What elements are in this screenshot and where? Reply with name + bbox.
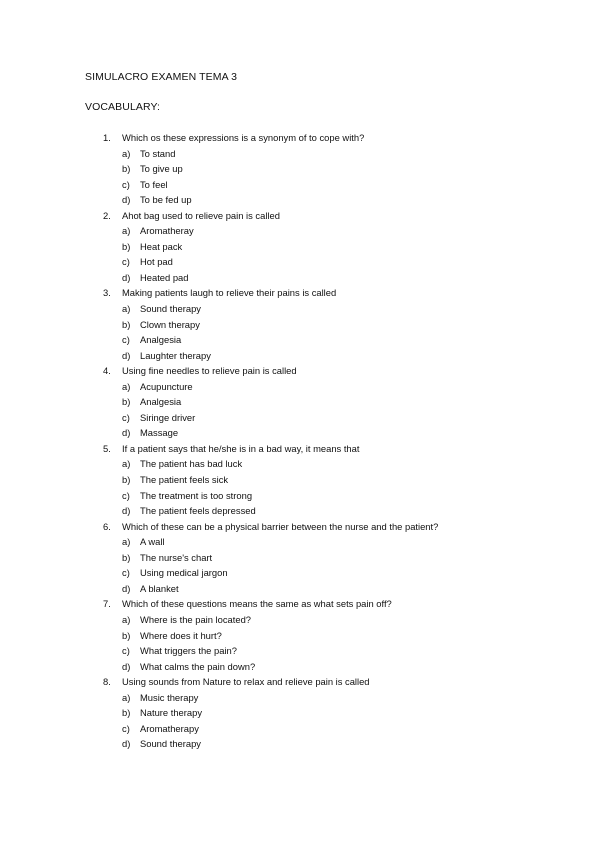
option-item bbox=[0, 659, 599, 675]
option-item bbox=[0, 472, 599, 488]
option-text: Where does it hurt? bbox=[140, 629, 222, 641]
option-letter: b) bbox=[122, 163, 131, 175]
option-text: Where is the pain located? bbox=[140, 613, 252, 625]
option-text: Siringe driver bbox=[140, 411, 196, 423]
option-item bbox=[0, 410, 599, 426]
question-number: 3. bbox=[103, 287, 111, 299]
option-letter: c) bbox=[122, 567, 130, 579]
option-item bbox=[0, 379, 599, 395]
question-item bbox=[0, 130, 599, 208]
option-item bbox=[0, 503, 599, 519]
option-item bbox=[0, 456, 599, 472]
option-text: Heated pad bbox=[140, 271, 189, 283]
option-list bbox=[0, 301, 599, 363]
option-item bbox=[0, 254, 599, 270]
option-item bbox=[0, 736, 599, 752]
option-letter: b) bbox=[122, 629, 131, 641]
option-text: A wall bbox=[140, 536, 165, 548]
question-line bbox=[0, 596, 599, 612]
question-text: Using fine needles to relieve pain is called bbox=[122, 365, 297, 377]
option-list bbox=[0, 223, 599, 285]
option-text: A blanket bbox=[140, 582, 179, 594]
option-item bbox=[0, 534, 599, 550]
question-item bbox=[0, 285, 599, 363]
option-item bbox=[0, 550, 599, 566]
question-text: Which os these expressions is a synonym of to cope with? bbox=[122, 132, 365, 143]
option-text: Aromatherapy bbox=[140, 722, 199, 734]
option-item bbox=[0, 394, 599, 410]
option-item bbox=[0, 581, 599, 597]
option-item bbox=[0, 332, 599, 348]
question-item bbox=[0, 441, 599, 519]
option-letter: d) bbox=[122, 349, 131, 361]
option-list bbox=[0, 379, 599, 441]
option-text: The treatment is too strong bbox=[140, 489, 253, 501]
question-line bbox=[0, 363, 599, 379]
option-text: Acupuncture bbox=[140, 380, 193, 392]
question-number: 7. bbox=[103, 598, 111, 610]
question-item bbox=[0, 674, 599, 752]
question-text: Which of these can be a physical barrier between the nurse and the patient? bbox=[122, 520, 439, 532]
option-letter: b) bbox=[122, 474, 131, 486]
option-letter: a) bbox=[122, 691, 131, 703]
option-text: Hot pad bbox=[140, 256, 173, 268]
question-line bbox=[0, 208, 599, 224]
section-heading: VOCABULARY: bbox=[85, 101, 161, 113]
option-letter: c) bbox=[122, 411, 130, 423]
option-item bbox=[0, 628, 599, 644]
question-number: 6. bbox=[103, 520, 111, 532]
option-letter: d) bbox=[122, 271, 131, 283]
question-text: Using sounds from Nature to relax and relieve pain is called bbox=[122, 676, 370, 688]
option-letter: b) bbox=[122, 551, 131, 563]
question-text: Making patients laugh to relieve their pains is called bbox=[122, 287, 337, 299]
option-item bbox=[0, 177, 599, 193]
option-item bbox=[0, 301, 599, 317]
option-text: Analgesia bbox=[140, 334, 182, 346]
option-item bbox=[0, 425, 599, 441]
option-letter: a) bbox=[122, 458, 131, 470]
option-item bbox=[0, 565, 599, 581]
option-item bbox=[0, 192, 599, 208]
option-item bbox=[0, 223, 599, 239]
option-letter: c) bbox=[122, 256, 130, 268]
option-item bbox=[0, 317, 599, 333]
option-letter: a) bbox=[122, 303, 131, 315]
option-text: Aromatheray bbox=[140, 225, 194, 237]
option-letter: a) bbox=[122, 613, 131, 625]
option-letter: a) bbox=[122, 147, 131, 159]
option-item bbox=[0, 690, 599, 706]
option-letter: a) bbox=[122, 225, 131, 237]
option-item bbox=[0, 721, 599, 737]
option-text: Clown therapy bbox=[140, 318, 200, 330]
option-letter: c) bbox=[122, 489, 130, 501]
option-list bbox=[0, 146, 599, 208]
option-text: Sound therapy bbox=[140, 303, 201, 315]
option-text: Sound therapy bbox=[140, 738, 201, 750]
question-number: 1. bbox=[103, 132, 111, 143]
option-item bbox=[0, 643, 599, 659]
option-item bbox=[0, 705, 599, 721]
option-item bbox=[0, 161, 599, 177]
option-letter: d) bbox=[122, 660, 131, 672]
option-text: Using medical jargon bbox=[140, 567, 228, 579]
option-item bbox=[0, 612, 599, 628]
option-text: The patient feels depressed bbox=[140, 505, 256, 517]
option-text: To give up bbox=[140, 163, 183, 175]
question-number: 4. bbox=[103, 365, 111, 377]
question-number: 2. bbox=[103, 209, 111, 221]
option-item bbox=[0, 270, 599, 286]
question-text: If a patient says that he/she is in a bad way, it means that bbox=[122, 442, 360, 454]
option-letter: c) bbox=[122, 178, 130, 190]
option-letter: d) bbox=[122, 427, 131, 439]
question-number: 5. bbox=[103, 442, 111, 454]
option-item bbox=[0, 239, 599, 255]
option-list bbox=[0, 456, 599, 518]
option-text: What calms the pain down? bbox=[140, 660, 256, 672]
question-item bbox=[0, 596, 599, 674]
question-text: Which of these questions means the same as what sets pain off? bbox=[122, 598, 392, 610]
option-item bbox=[0, 146, 599, 162]
option-letter: a) bbox=[122, 380, 131, 392]
option-text: Laughter therapy bbox=[140, 349, 211, 361]
option-text: To be fed up bbox=[140, 194, 192, 206]
option-letter: c) bbox=[122, 334, 130, 346]
option-letter: c) bbox=[122, 645, 130, 657]
question-line bbox=[0, 285, 599, 301]
option-text: What triggers the pain? bbox=[140, 645, 237, 657]
option-letter: c) bbox=[122, 722, 130, 734]
option-letter: d) bbox=[122, 505, 131, 517]
option-text: Nature therapy bbox=[140, 707, 203, 719]
option-text: To feel bbox=[140, 178, 168, 190]
option-text: Music therapy bbox=[140, 691, 199, 703]
question-number: 8. bbox=[103, 676, 111, 688]
option-letter: b) bbox=[122, 240, 131, 252]
option-text: The nurse's chart bbox=[140, 551, 213, 563]
option-letter: d) bbox=[122, 194, 131, 206]
option-item bbox=[0, 348, 599, 364]
option-text: The patient feels sick bbox=[140, 474, 229, 486]
question-item bbox=[0, 208, 599, 286]
question-list bbox=[0, 130, 599, 752]
option-list bbox=[0, 612, 599, 674]
option-text: To stand bbox=[140, 147, 176, 159]
document-title: SIMULACRO EXAMEN TEMA 3 bbox=[85, 71, 238, 83]
option-text: Heat pack bbox=[140, 240, 183, 252]
question-item bbox=[0, 363, 599, 441]
option-list bbox=[0, 690, 599, 752]
option-letter: b) bbox=[122, 707, 131, 719]
option-letter: d) bbox=[122, 582, 131, 594]
question-line bbox=[0, 674, 599, 690]
option-letter: b) bbox=[122, 396, 131, 408]
question-line bbox=[0, 130, 599, 146]
option-list bbox=[0, 534, 599, 596]
option-letter: a) bbox=[122, 536, 131, 548]
question-text: Ahot bag used to relieve pain is called bbox=[122, 209, 280, 221]
question-item bbox=[0, 519, 599, 597]
option-text: The patient has bad luck bbox=[140, 458, 243, 470]
option-item bbox=[0, 488, 599, 504]
question-line bbox=[0, 441, 599, 457]
option-letter: d) bbox=[122, 738, 131, 750]
question-line bbox=[0, 519, 599, 535]
option-text: Massage bbox=[140, 427, 179, 439]
option-letter: b) bbox=[122, 318, 131, 330]
option-text: Analgesia bbox=[140, 396, 182, 408]
